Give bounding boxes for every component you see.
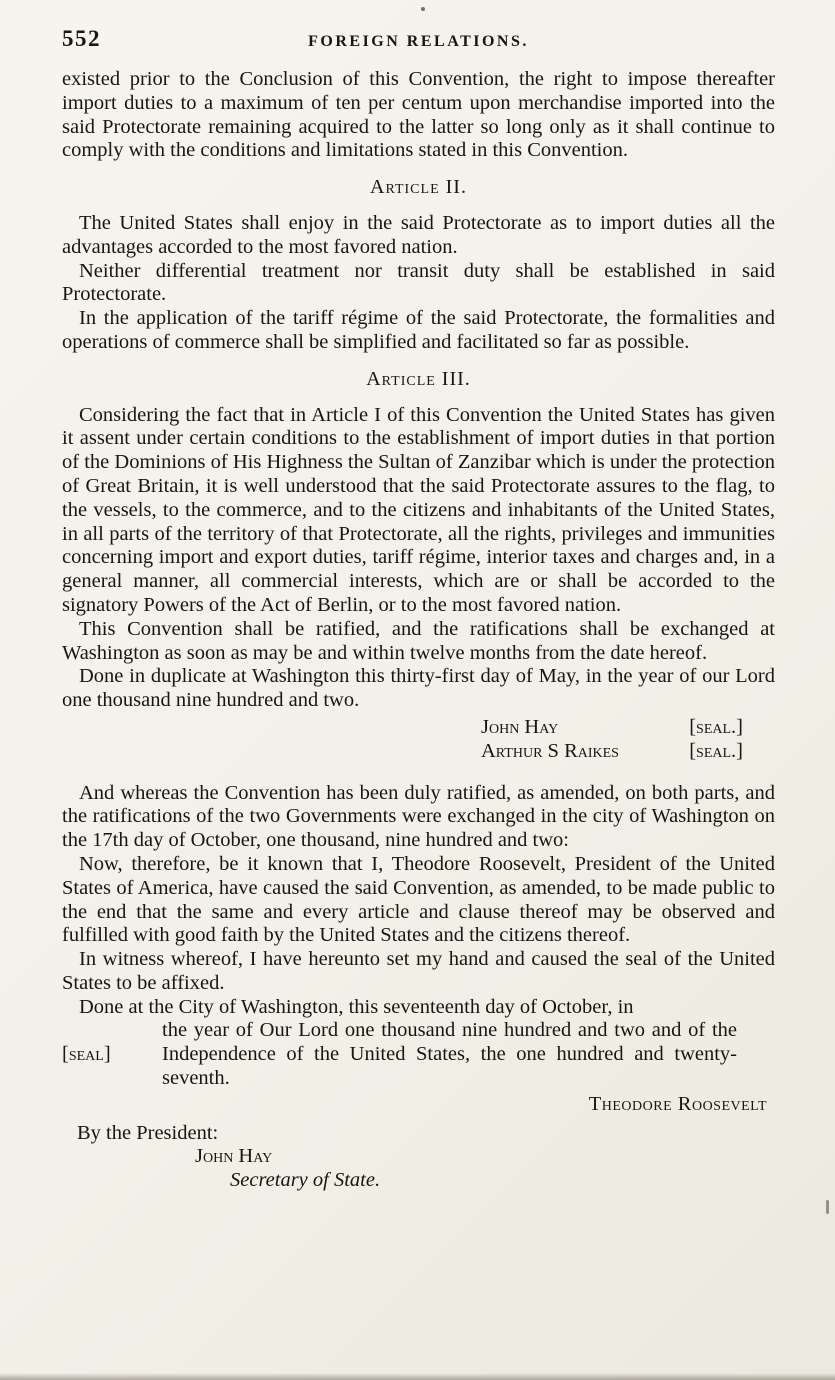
signatory-name: John Hay <box>481 715 559 738</box>
section-gap <box>62 764 775 782</box>
seal-paragraph-first-line: Done at the City of Washington, this seventeenth day of October, in <box>79 995 634 1018</box>
scan-speck <box>826 1200 829 1214</box>
proclamation-paragraph: And whereas the Convention has been duly ratified, as amended, on both parts, and the ratifications of the two Governments were exchanged in the city of Washington on the 17th day of October, one thousand, nine hundred and two: <box>62 781 775 852</box>
seal-paragraph <box>62 996 775 1091</box>
attestation-title: Secretary of State. <box>230 1169 381 1192</box>
by-the-president-line: By the President: <box>77 1121 219 1144</box>
seal-row <box>62 1019 775 1090</box>
president-signature: Theodore Roosevelt <box>588 1092 767 1115</box>
running-title: FOREIGN RELATIONS. <box>308 33 529 50</box>
article-iii-paragraph: This Convention shall be ratified, and the ratifications shall be exchanged at Washington as soon as may be and within twelve months from the date hereof. <box>62 617 775 664</box>
seal-paragraph-wrapped-text: the year of Our Lord one thousand nine hundred and two and of the Independence of the United States, the one hundred and twenty-seventh. <box>162 1019 737 1090</box>
proclamation-paragraph: In witness whereof, I have hereunto set my hand and caused the seal of the United States to be affixed. <box>62 948 775 994</box>
article-iii-heading: Article III. <box>366 367 471 390</box>
page-body <box>62 68 775 1193</box>
seal-mark: [seal.] <box>689 715 743 738</box>
signature-row <box>481 740 743 764</box>
signature-row <box>481 716 743 740</box>
article-iii-paragraph: Considering the fact that in Article I of this Convention the United States has given it assent under certain conditions to the establishment of import duties in that portion of the Dominions of His Highness the Sultan of Zanzibar which is under the protection of Great Britain, it is well understood that the said Protectorate assures to the flag, to the vessels, to the commerce, and to the citizens and inhabitants of the United States, in all parts of the territory of that Protectorate, all the rights, privileges and immunities concerning import and export duties, tariff régime, interior taxes and charges and, in a general manner, all commercial interests, which are or shall be accorded to the signatory Powers of the Act of Berlin, or to the most favored nation. <box>62 403 775 616</box>
scan-speck <box>421 7 425 11</box>
proclamation-paragraph: Now, therefore, be it known that I, Theodore Roosevelt, President of the United States of America, have caused the said Convention, as amended, to be made public to the end that the same and every article and clause thereof may be observed and fulfilled with good faith by the United States and the citizens thereof. <box>62 852 775 947</box>
signature-block <box>481 716 743 764</box>
article-ii-heading: Article II. <box>370 176 467 199</box>
seal-mark: [seal.] <box>689 739 743 762</box>
page-number: 552 <box>62 26 101 51</box>
seal-mark: [seal] <box>62 1043 111 1066</box>
attestation-name: John Hay <box>195 1145 273 1168</box>
article-ii-paragraph: Neither differential treatment nor transit duty shall be established in said Protectorate. <box>62 259 775 306</box>
article-ii-paragraph: In the application of the tariff régime of the said Protectorate, the formalities and operations of commerce shall be simplified and facilitated so far as possible. <box>62 307 775 353</box>
page-header <box>62 26 775 52</box>
signatory-name: Arthur S Raikes <box>481 739 619 762</box>
article-ii-paragraph: The United States shall enjoy in the said Protectorate as to import duties all the advantages accorded to the most favored nation. <box>62 211 775 258</box>
paragraph-continuation: existed prior to the Conclusion of this Convention, the right to impose thereafter import duties to a maximum of ten per centum upon merchandise imported into the said Protectorate remaining acquired to the latter so long only as it shall continue to comply with the conditions and limitations stated in this Convention. <box>62 68 775 162</box>
article-iii-paragraph: Done in duplicate at Washington this thirty-first day of May, in the year of our Lord one thousand nine hundred and two. <box>62 665 775 712</box>
